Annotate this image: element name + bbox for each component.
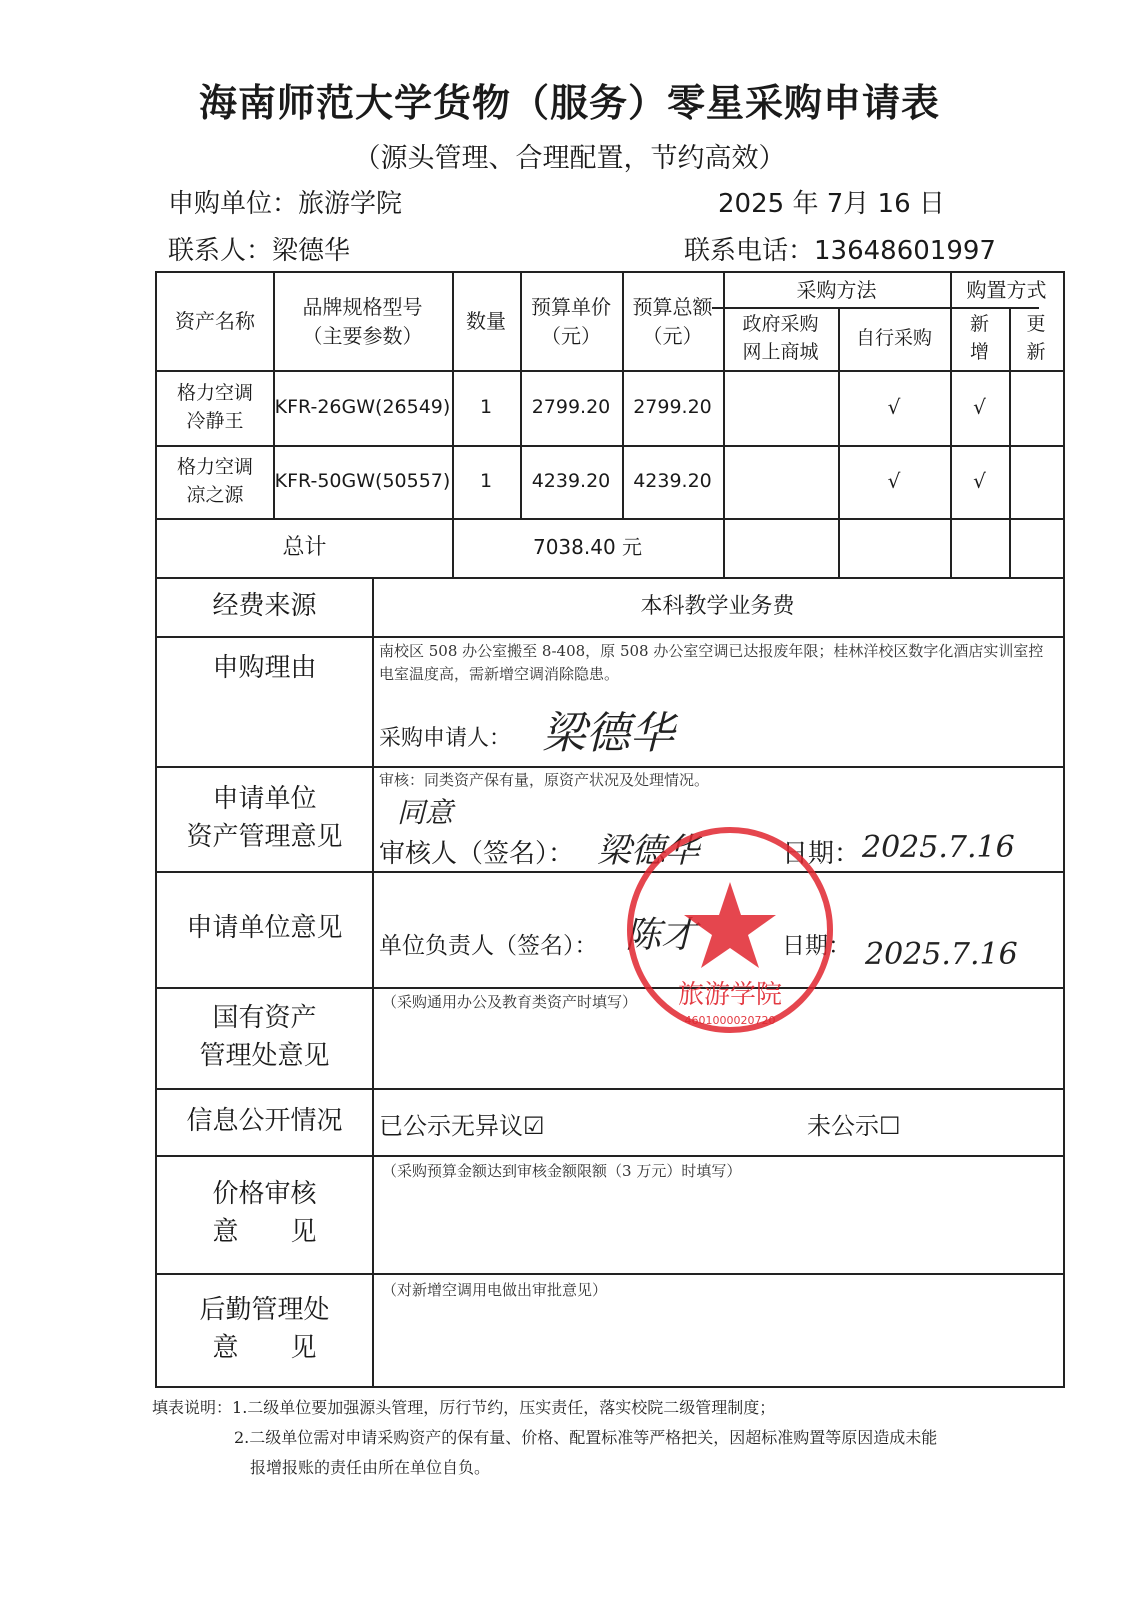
checkbox-empty-icon[interactable]: ☐: [879, 1112, 901, 1140]
footnote-prefix: 填表说明：: [152, 1398, 233, 1417]
applicant-unit-label: 申购单位：: [168, 189, 299, 219]
funding-value: 本科教学业务费: [640, 593, 795, 619]
col-spec: [273, 273, 452, 370]
funding-label: 经费来源: [212, 590, 317, 621]
footnote-item1: 1.二级单位要加强源头管理，厉行节约，压实责任，落实校院二级管理制度；: [232, 1398, 776, 1417]
phone-label: 联系电话：: [684, 236, 815, 266]
contact-label: 联系人：: [168, 236, 273, 266]
disclosure-published: [379, 1106, 545, 1141]
divider: [372, 577, 374, 1386]
item-1-unit-price: 2799.20: [531, 395, 611, 418]
state-asset-label-line1: 国有资产: [212, 1002, 317, 1033]
seal-name: 旅游学院: [677, 980, 783, 1010]
col-unit-price: [520, 273, 622, 370]
item-1-new-check: √: [973, 395, 986, 419]
state-asset-note: （采购通用办公及教育类资产时填写）: [382, 993, 638, 1011]
item-2-name: [157, 445, 273, 518]
applicant-label: 采购申请人：: [379, 726, 512, 751]
col-spec-line2: （主要参数）: [302, 323, 423, 348]
footnote-line2: 2.二级单位需对申请采购资产的保有量、价格、配置标准等严格把关，因超标准购置等原因造成未能: [234, 1428, 938, 1447]
unit-opinion-label: 申请单位意见: [186, 913, 343, 944]
page-subtitle: （源头管理、合理配置，节约高效）: [353, 143, 786, 174]
price-review-label-line2: 意 见: [212, 1217, 317, 1247]
reviewer-date: 2025.7.16: [862, 830, 1015, 865]
col-method-gov-line2: 网上商城: [742, 340, 819, 363]
col-asset-name: 资产名称: [175, 309, 255, 333]
contact-value: 梁德华: [272, 236, 351, 266]
disclosure-unpublished-label: 未公示: [807, 1112, 879, 1140]
item-1-self-check: √: [887, 395, 901, 419]
col-method: 采购方法: [796, 277, 877, 302]
footnote-line3: 报增报账的责任由所在单位自负。: [250, 1458, 491, 1477]
unit-date: 2025.7.16: [865, 937, 1018, 972]
col-purchase-type: 购置方式: [966, 277, 1047, 302]
asset-mgmt-label: [157, 766, 372, 871]
logistics-label-line1: 后勤管理处: [199, 1294, 330, 1325]
asset-mgmt-opinion: 同意: [397, 796, 454, 829]
state-asset-label: [157, 987, 372, 1088]
item-2-unit-price: 4239.20: [531, 469, 611, 492]
total-label: 总计: [282, 534, 327, 560]
phone-value: 13648601997: [814, 236, 996, 266]
applicant-unit-value: 旅游学院: [298, 189, 403, 219]
col-method-gov-line1: 政府采购: [742, 312, 819, 335]
item-2-new-check: √: [973, 469, 986, 493]
asset-mgmt-label-line1: 申请单位: [212, 783, 317, 814]
item-2-name-line2: 凉之源: [186, 483, 244, 506]
date-day-label: 日: [918, 189, 945, 219]
date-month: 7月: [826, 189, 870, 219]
col-unit-price-line1: 预算单价: [531, 294, 611, 319]
date-day: 16: [877, 189, 911, 219]
reason-text: 南校区 508 办公室搬至 8-408，原 508 办公室空调已达报废年限；桂林洋校区数字化酒店实训室控电室温度高，需新增空调消除隐患。: [379, 642, 1044, 684]
unit-date-label: 日期：: [782, 933, 851, 959]
asset-mgmt-note: 审核：同类资产保有量，原资产状况及处理情况。: [379, 771, 710, 789]
price-review-label: [157, 1155, 372, 1273]
col-qty: 数量: [466, 309, 506, 333]
applicant-signature: 梁德华: [542, 708, 674, 759]
item-2-qty: 1: [479, 469, 493, 492]
unit-head-signature: 陈才: [625, 915, 698, 956]
item-2-spec: KFR-50GW(50557): [274, 469, 451, 492]
checkbox-checked-icon[interactable]: ☑: [523, 1112, 545, 1140]
item-1-name-line2: 冷静王: [186, 409, 244, 432]
col-method-self: 自行采购: [855, 326, 932, 349]
seal-star-icon: [684, 882, 776, 968]
disclosure-label: 信息公开情况: [186, 1105, 343, 1136]
logistics-note: （对新增空调用电做出审批意见）: [382, 1281, 608, 1299]
logistics-label: [157, 1273, 372, 1386]
item-2-name-line1: 格力空调: [176, 455, 253, 478]
state-asset-label-line2: 管理处意见: [199, 1040, 330, 1071]
seal-graphic: [620, 820, 840, 1040]
col-total: [622, 273, 723, 370]
seal-code: 4601000020720: [684, 1014, 776, 1027]
item-1-qty: 1: [479, 395, 493, 418]
total-value: 7038.40 元: [532, 535, 643, 559]
col-renew-line1: 更: [1026, 312, 1046, 335]
col-new-line1: 新: [969, 312, 989, 335]
reviewer-signature: 梁德华: [597, 831, 699, 871]
contact-phone: [684, 230, 996, 267]
item-1-total: 2799.20: [633, 395, 712, 418]
applicant-unit: [168, 183, 402, 220]
reviewer-label: 审核人（签名）：: [379, 839, 575, 869]
col-unit-price-line2: （元）: [541, 323, 601, 348]
col-renew: [1009, 307, 1063, 370]
item-1-name-line1: 格力空调: [176, 381, 253, 404]
application-form-table: [155, 271, 1065, 1388]
contact-person: [168, 230, 350, 267]
price-review-label-line1: 价格审核: [212, 1179, 317, 1210]
col-total-line2: （元）: [642, 323, 703, 348]
item-2-total: 4239.20: [633, 469, 712, 492]
price-review-note: （采购预算金额达到审核金额限额（3 万元）时填写）: [382, 1162, 742, 1180]
col-new-line2: 增: [969, 340, 989, 363]
asset-mgmt-label-line2: 资产管理意见: [186, 821, 343, 852]
date-year-label: 年: [792, 189, 819, 219]
page-title: 海南师范大学货物（服务）零星采购申请表: [198, 81, 940, 125]
date-year: 2025: [718, 189, 785, 219]
item-2-self-check: √: [887, 469, 901, 493]
disclosure-published-label: 已公示无异议: [379, 1112, 523, 1140]
col-renew-line2: 新: [1026, 340, 1046, 363]
unit-head-label: 单位负责人（签名）：: [379, 933, 598, 959]
footnote-line1: [152, 1393, 775, 1423]
col-new: [950, 307, 1009, 370]
application-date: [718, 183, 945, 220]
col-method-gov: [723, 307, 838, 370]
item-1-name: [157, 370, 273, 445]
reviewer-date-label: 日期：: [782, 839, 861, 869]
item-1-spec: KFR-26GW(26549): [274, 395, 451, 418]
col-spec-line1: 品牌规格型号: [302, 294, 423, 319]
col-total-line1: 预算总额: [632, 294, 713, 319]
disclosure-unpublished: [807, 1106, 901, 1141]
official-seal: [620, 820, 840, 1040]
reason-label: 申购理由: [212, 653, 317, 683]
logistics-label-line2: 意 见: [212, 1332, 317, 1363]
